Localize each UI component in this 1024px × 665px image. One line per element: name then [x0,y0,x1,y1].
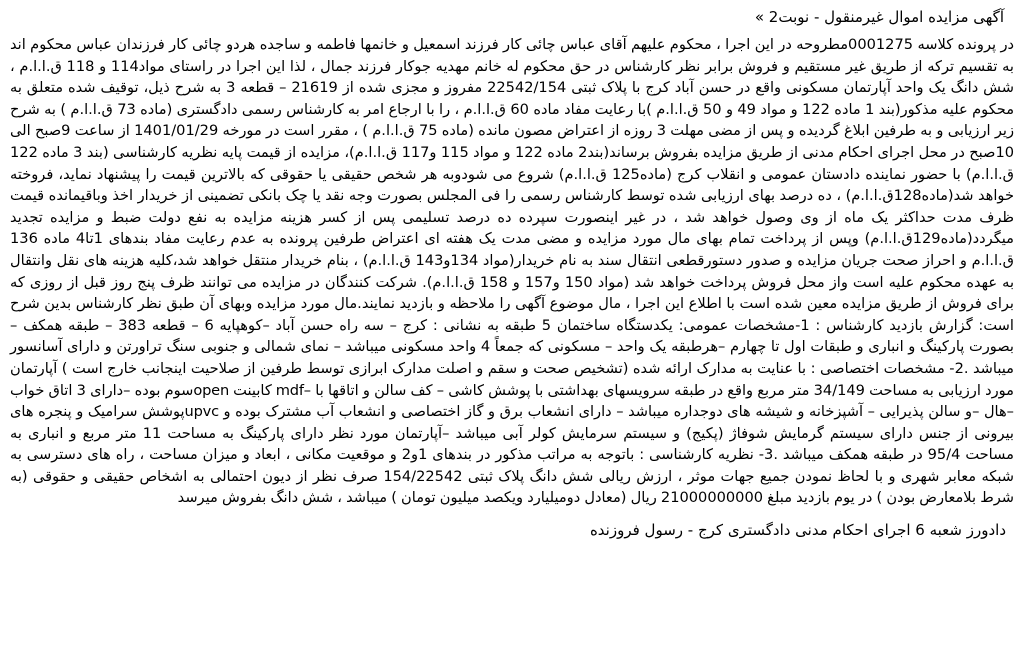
notice-body: در پرونده کلاسه 0001275مطروحه در این اجرا ، محکوم علیهم آقای عباس چائی کار فرزند اسمعیل و خانمها فاطمه و ساجده هردو چائی کار فرزندان عباس محکوم اند به تقسیم ترکه از طریق غیر مستقیم و فروش برابر نظر کارشناس در حق محکوم له خانم مهدیه جوکار فرزند جمال ، لذا این اجرا در راستای مواد114 و 118 ق.ا.ا.م ، شش دانگ یک واحد آپارتمان مسکونی واقع در حسن آباد کرج با پلاک ثبتی 22542/154 مفروز و مجزی شده از 21619 – قطعه 3 به شرح ذیل، توقیف شده متعلق به محکوم علیه مذکور(بند 1 ماده 122 و مواد 49 و 50 ق.ا.ا.م )با رعایت مفاد ماده 60 ق.ا.ا.م ، را با ارجاع امر به کارشناس رسمی دادگستری (ماده 73 ق.ا.ا.م ) به شرح زیر ارزیابی و به طرفین ابلاغ گردیده و پس از مضی مهلت 3 روزه از اعتراض مصون مانده (ماده 75 ق.ا.ا.م ) ، مقرر است در مورخه 1401/01/29 از ساعت 9صبح الی 10صبح در محل اجرای احکام مدنی از طریق مزایده بفروش برساند(بند2 ماده 122 و مواد 115 و117 ق.ا.ا.م)، مزایده از قیمت پایه نظریه کارشناسی (بند 3 ماده 122 ق.ا.ا.م) با حضور نماینده دادستان عمومی و انقلاب کرج (ماده125 ق.ا.ا.م) شروع می شودوبه هر شخص حقیقی یا حقوقی که بالاترین قیمت را پیشنهاد نماید، فروخته خواهد شد(ماده128ق.ا.ا.م) ، ده درصد بهای ارزیابی شده توسط کارشناس رسمی را فی المجلس بصورت وجه نقد یا چک بانکی تضمینی از خریدار اخذ وباقیمانده قیمت ظرف مدت حداکثر یک ماه از وی وصول خواهد شد ، در غیر اینصورت سپرده ده درصد تسلیمی پس از کسر هزینه مزایده به نفع دولت ضبط و مزایده تجدید میگردد(ماده129ق.ا.ا.م) وپس از پرداخت تمام بهای مال مورد مزایده و مضی مدت یک هفته ای اعتراض طرفین پرونده به عدم رعایت مفاد بندهای 1تا4 ماده 136 ق.ا.ا.م و احراز صحت جریان مزایده و صدور دستورقطعی انتقال سند به نام خریدار(مواد 134و143 ق.ا.ا.م) ، بنام خریدار منتقل خواهد شد،کلیه هزینه های نقل وانتقال به عهده محکوم علیه است واز محل فروش پرداخت خواهد شد (مواد 150 و157 و 158 ق.ا.ا.م). شرکت کنندگان در مزایده می توانند ظرف پنج روز قبل از روزی که برای فروش از طریق مزایده معین شده است با اطلاع این اجرا ، مال موضوع آگهی را ملاحظه و بازدید نمایند.مال مورد مزایده وبهای آن طبق نظر کارشناس بدین شرح است: گزارش بازدید کارشناس : 1-مشخصات عمومی: یکدستگاه ساختمان 5 طبقه به نشانی : کرج – سه راه حسن آباد –کوهپایه 6 – قطعه 383 – طبقه همکف – بصورت پارکینگ و انباری و طبقات اول تا چهارم –هرطبقه یک واحد – مسکونی که جمعاً 4 واحد مسکونی میباشد – نمای شمالی و جنوبی سنگ تراورتن و دارای آسانسور میباشد .2- مشخصات اختصاصی : با عنایت به مدارک ارائه شده (تشخیص صحت و سقم و اصلت مدارک ابرازی توسط طرفین از صلاحیت اینجانب خارج است ) آپارتمان مورد ارزیابی به مساحت 34/149 متر مربع واقع در طبقه سرویسهای بهداشتی با پوشش کاشی – کف سالن و اتاقها با –mdf کابینت openسوم بوده –دارای 3 اتاق خواب –هال –و سالن پذیرایی – آشپزخانه و شیشه های دوجداره میباشد – دارای انشعاب برق و گاز اختصاصی و انشعاب آب مشترک بوده و upvcپوشش سرامیک و پنجره های بیرونی از جنس دارای سیستم گرمایش شوفاژ (پکیج) و سیستم سرمایش کولر آبی میباشد –آپارتمان مورد نظر دارای پارکینگ به مساحت 11 متر مربع و انباری به مساحت 95/4 در طبقه همکف میباشد .3- نظریه کارشناسی : باتوجه به مراتب مذکور در بندهای 1و2 و موقعیت مکانی ، ابعاد و میزان مساحت ، راه های دسترسی به شبکه معابر شهری و با لحاظ نمودن جمیع جهات موثر ، ارزش ریالی شش دانگ پلاک ثبتی 154/22542 صرف نظر از دیون احتمالی به اشخاص حقیقی و حقوقی (به شرط بلامعارض بودن ) در یوم بازدید مبلغ 21000000000 ریال (معادل دومیلیارد ویکصد میلیون تومان ) میباشد ، شش دانگ بفروش میرسد [10,36,1015,507]
notice-signature: دادورز شعبه 6 اجرای احکام مدنی دادگستری کرج - رسول فروزنده [589,521,1006,540]
auction-notice [6,0,1018,665]
notice-title: آگهی مزایده اموال غیرمنقول - نوبت2 » [754,8,1004,26]
